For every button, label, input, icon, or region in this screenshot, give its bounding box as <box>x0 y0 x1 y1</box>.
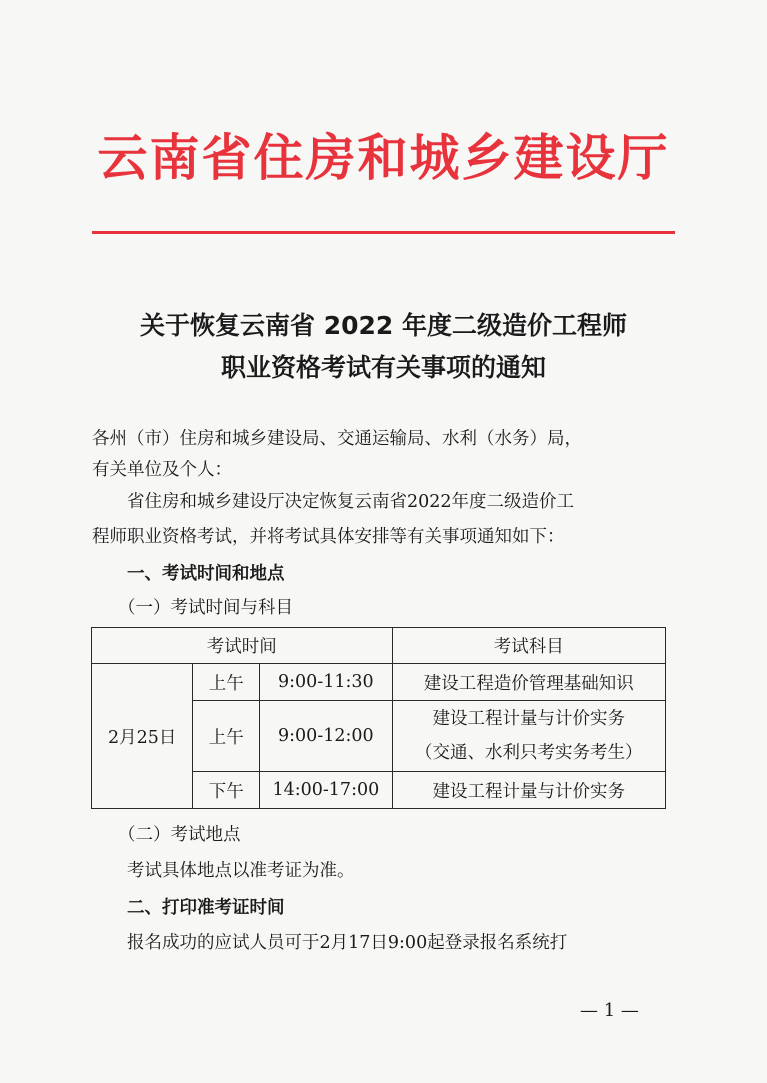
subject-cell <box>392 701 665 772</box>
addressee-line1: 各州（市）住房和城乡建设局、交通运输局、水利（水务）局， <box>92 429 582 449</box>
subsection2-heading: （二）考试地点 <box>118 825 241 845</box>
time-cell: 9:00-11:30 <box>260 664 392 701</box>
table-header-row <box>92 628 666 664</box>
period-cell: 上午 <box>193 701 260 772</box>
header-exam-time: 考试时间 <box>92 628 393 664</box>
subject-note: （交通、水利只考实务考生） <box>415 743 643 763</box>
subsection1-heading: （一）考试时间与科目 <box>118 598 293 618</box>
subject-line: 建设工程计量与计价实务 <box>432 709 626 729</box>
document-title-line2: 职业资格考试有关事项的通知 <box>220 353 546 382</box>
time-cell: 14:00-17:00 <box>260 772 392 809</box>
addressee-line2: 有关单位及个人： <box>92 460 232 480</box>
document-title-line1: 关于恢复云南省 2022 年度二级造价工程师 <box>140 311 627 340</box>
header-exam-subject: 考试科目 <box>392 628 665 664</box>
section1-heading: 一、考试时间和地点 <box>127 564 285 584</box>
period-cell: 上午 <box>193 664 260 701</box>
time-cell: 9:00-12:00 <box>260 701 392 772</box>
intro-line1: 省住房和城乡建设厅决定恢复云南省2022年度二级造价工 <box>127 492 575 512</box>
issuing-agency-header: 云南省住房和城乡建设厅 <box>97 129 670 187</box>
admission-ticket-text: 报名成功的应试人员可于2月17日9:00起登录报名系统打 <box>127 933 568 953</box>
location-text: 考试具体地点以准考证为准。 <box>127 861 355 881</box>
red-header-rule <box>92 231 675 234</box>
page-number: — 1 — <box>580 1000 639 1021</box>
table-row <box>92 664 666 701</box>
exam-date-cell: 2月25日 <box>92 664 193 809</box>
section2-heading: 二、打印准考证时间 <box>127 898 285 918</box>
period-cell: 下午 <box>193 772 260 809</box>
exam-schedule-table <box>91 627 666 809</box>
subject-cell: 建设工程计量与计价实务 <box>392 772 665 809</box>
subject-cell: 建设工程造价管理基础知识 <box>392 664 665 701</box>
intro-line2: 程师职业资格考试，并将考试具体安排等有关事项通知如下： <box>92 527 565 547</box>
